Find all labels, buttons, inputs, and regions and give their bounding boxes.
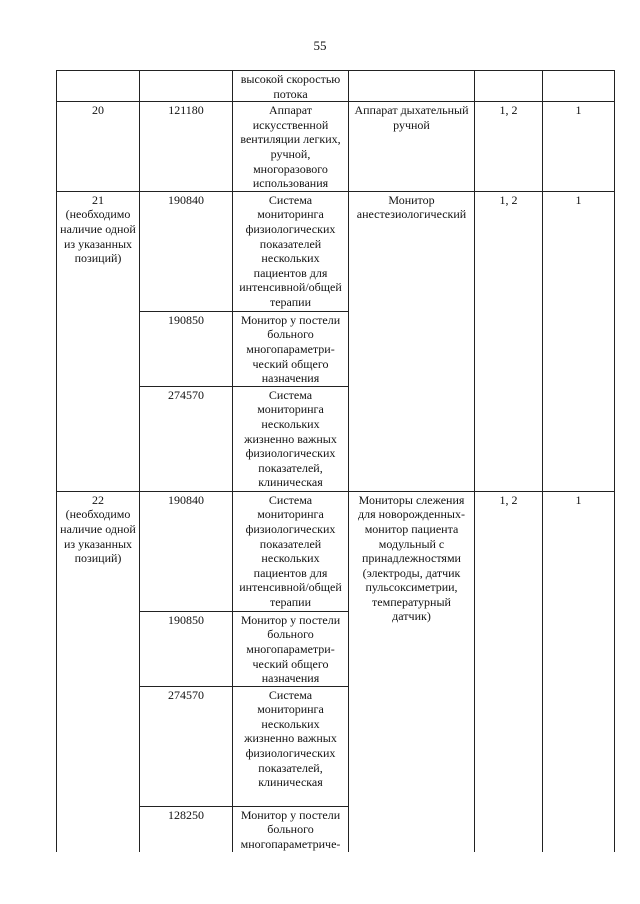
cell-levels: 1, 2 [475, 491, 543, 852]
cell-name: Система мониторинга нескольких жизненно важных физиологических показателей, клиническая [233, 686, 349, 806]
cell-equipment: Мониторы слежения для новорожденных-монитор пациента модульный с принадлежностями (электроды, датчик пульсоксиметрии, температурный датчик) [349, 491, 475, 852]
cell-code: 190850 [140, 611, 233, 686]
cell-name: Монитор у постели больного многопараметри-ческий общего назначения [233, 311, 349, 386]
cell-equipment [349, 71, 475, 102]
cell-code: 128250 [140, 806, 233, 852]
equipment-table [56, 70, 615, 852]
cell-code: 190840 [140, 191, 233, 311]
cell-num: 21 (необходимо наличие одной из указанных позиций) [57, 191, 140, 491]
cell-name: Система мониторинга нескольких жизненно важных физиологических показателей, клиническая [233, 386, 349, 491]
cell-num [57, 71, 140, 102]
cell-code: 190840 [140, 491, 233, 611]
table-row [57, 71, 615, 102]
cell-qty: 1 [543, 191, 615, 491]
cell-name: Монитор у постели больного многопараметри-ческий общего назначения [233, 611, 349, 686]
cell-levels: 1, 2 [475, 102, 543, 192]
cell-code: 274570 [140, 386, 233, 491]
table-row [57, 102, 615, 192]
cell-name: Аппарат искусственной вентиляции легких, ручной, многоразового использования [233, 102, 349, 192]
cell-num: 22 (необходимо наличие одной из указанных позиций) [57, 491, 140, 852]
cell-name: Система мониторинга физиологических показателей нескольких пациентов для интенсивной/общей терапии [233, 191, 349, 311]
cell-code: 190850 [140, 311, 233, 386]
cell-name: Система мониторинга физиологических показателей нескольких пациентов для интенсивной/общей терапии [233, 491, 349, 611]
page-number: 55 [313, 38, 327, 53]
cell-qty [543, 71, 615, 102]
table-row [57, 491, 615, 611]
table-row [57, 191, 615, 311]
cell-qty: 1 [543, 491, 615, 852]
cell-qty: 1 [543, 102, 615, 192]
cell-name: Монитор у постели больного многопараметриче- [233, 806, 349, 852]
cell-equipment: Монитор анестезиологический [349, 191, 475, 491]
cell-code [140, 71, 233, 102]
cell-name: высокой скоростью потока [233, 71, 349, 102]
cell-code: 121180 [140, 102, 233, 192]
cell-equipment: Аппарат дыхательный ручной [349, 102, 475, 192]
cell-num: 20 [57, 102, 140, 192]
cell-levels: 1, 2 [475, 191, 543, 491]
cell-code: 274570 [140, 686, 233, 806]
cell-levels [475, 71, 543, 102]
